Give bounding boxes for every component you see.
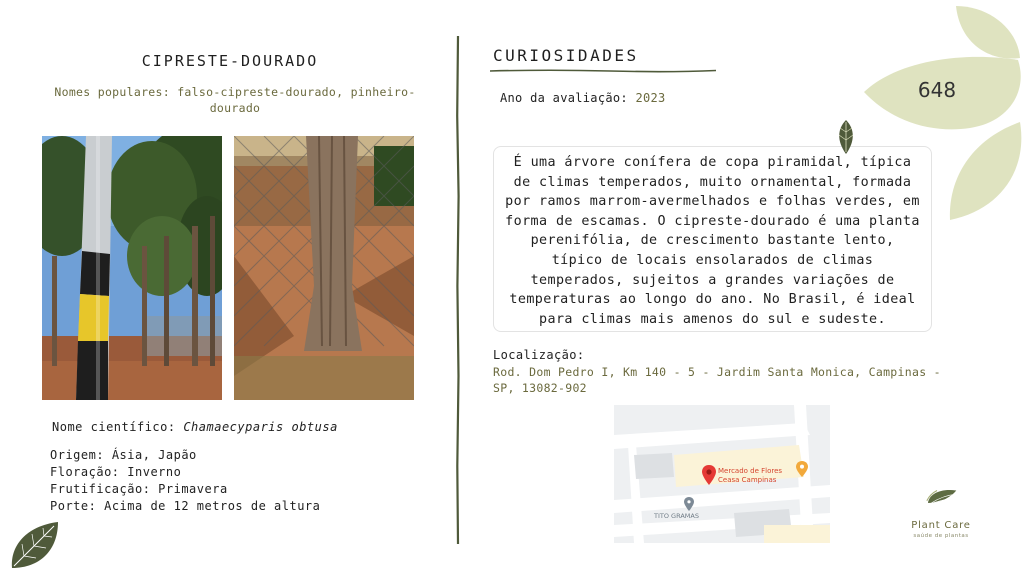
size-label: Porte: bbox=[50, 499, 97, 513]
popular-names-label: Nomes populares: bbox=[54, 85, 170, 99]
location-label: Localização: bbox=[493, 348, 585, 362]
evaluation-year-label: Ano da avaliação: bbox=[500, 91, 628, 105]
column-divider bbox=[454, 36, 462, 544]
map-poi-main-line1: Mercado de Flores bbox=[718, 467, 783, 475]
leaf-icon bbox=[836, 120, 856, 154]
map-pin-icon[interactable] bbox=[702, 465, 716, 485]
restaurant-pin-icon[interactable] bbox=[796, 461, 808, 477]
scientific-name-label: Nome científico: bbox=[52, 420, 176, 434]
secondary-pin-icon[interactable] bbox=[684, 497, 694, 511]
fruiting-value: Primavera bbox=[158, 482, 228, 496]
flowering-label: Floração: bbox=[50, 465, 120, 479]
attribute-flowering bbox=[50, 465, 181, 479]
description-text: É uma árvore conífera de copa piramidal, típica de climas temperados, muito ornamental, formada por ramos marrom-avermelhados e folhas verdes, em forma de escamas. O cipreste-dourado é uma planta perenifólia, de crescimento bastante lento, típico de locais ensolarados de climas temperados, sujeitos a grandes variações de temperaturas ao longo do ano. No Brasil, é ideal para climas mais amenos do sul e sudeste. bbox=[505, 155, 920, 327]
plant-number-badge: 648 bbox=[917, 78, 957, 102]
origin-label: Origem: bbox=[50, 448, 105, 462]
fruiting-label: Frutificação: bbox=[50, 482, 151, 496]
leaf-icon bbox=[860, 0, 1024, 226]
plant-photo-trees bbox=[42, 136, 222, 400]
scientific-name bbox=[52, 420, 338, 434]
leaf-icon bbox=[8, 520, 60, 572]
attribute-size bbox=[50, 499, 320, 513]
location-address: Rod. Dom Pedro I, Km 140 - 5 - Jardim Santa Monica, Campinas - SP, 13082-902 bbox=[493, 365, 941, 395]
attribute-fruiting bbox=[50, 482, 228, 496]
map-poi-main-line2: Ceasa Campinas bbox=[718, 476, 777, 484]
plant-title: CIPRESTE-DOURADO bbox=[141, 52, 319, 70]
origin-value: Ásia, Japão bbox=[111, 448, 197, 462]
logo-subtitle: saúde de plantas bbox=[913, 533, 969, 539]
popular-names-value: falso-cipreste-dourado, pinheiro-dourado bbox=[177, 85, 416, 115]
location-map[interactable] bbox=[614, 405, 830, 543]
size-value: Acima de 12 metros de altura bbox=[104, 499, 321, 513]
evaluation-year-value: 2023 bbox=[635, 91, 666, 105]
flowering-value: Inverno bbox=[127, 465, 182, 479]
plant-photo-trunk bbox=[234, 136, 414, 400]
popular-names bbox=[50, 84, 420, 116]
logo-title: Plant Care bbox=[911, 520, 971, 531]
scientific-name-value: Chamaecyparis obtusa bbox=[183, 420, 338, 434]
map-poi-main[interactable] bbox=[718, 467, 782, 485]
title-underline bbox=[490, 68, 716, 74]
evaluation-year bbox=[500, 91, 666, 105]
attribute-origin bbox=[50, 448, 197, 462]
curiosities-title: CURIOSIDADES bbox=[493, 46, 639, 65]
map-poi-secondary[interactable]: TITO GRAMAS bbox=[654, 512, 699, 520]
plant-care-logo bbox=[896, 486, 986, 520]
